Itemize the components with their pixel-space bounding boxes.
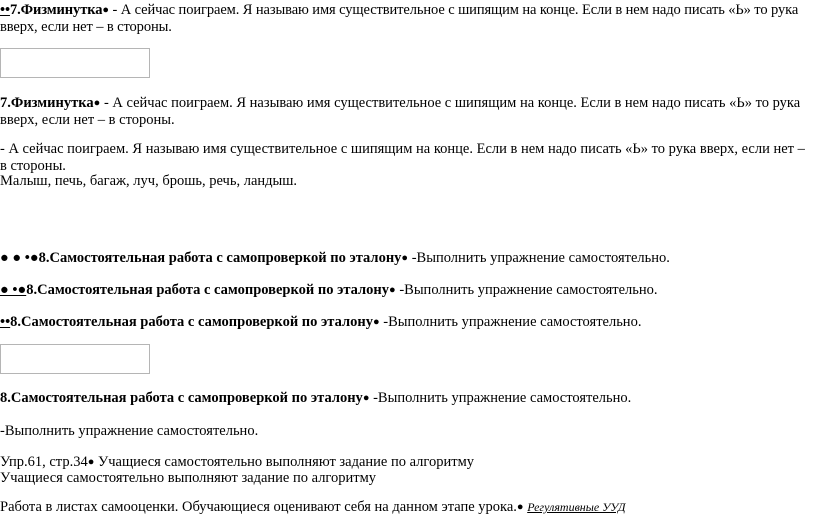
regulatory-uud-link[interactable]: Регулятивные УУД: [527, 500, 626, 514]
paragraph-game-instructions: - А сейчас поиграем. Я называю имя существительное с шипящим на конце. Если в нем надо писать «Ь» то рука вверх, если нет – в стороны.: [0, 141, 805, 174]
section-title: 8.Самостоятельная работа с самопроверкой по эталону: [0, 390, 363, 406]
exercise-reference: [0, 454, 814, 471]
word-list: Малыш, печь, багаж, луч, брошь, речь, ландыш.: [0, 173, 298, 189]
exercise-description: Учащиеся самостоятельно выполняют задание по алгоритму: [94, 454, 475, 470]
list-dots: ● •●: [0, 282, 27, 298]
section8-heading-3: [0, 314, 814, 331]
bullet-icon: ●: [389, 284, 396, 296]
bullet-icon: ●: [93, 97, 101, 109]
section8-heading-2: [0, 282, 814, 299]
paragraph-text: А сейчас поиграем. Я называю имя существительное с шипящим на конце. Если в нем надо писать «Ь» то рука вверх, если нет – в стороны.: [0, 2, 799, 35]
empty-text-field[interactable]: [0, 48, 150, 78]
section8-heading-1: [0, 250, 814, 267]
list-dots: ••: [0, 2, 10, 18]
section8-heading-4: [0, 390, 814, 407]
section-text: -Выполнить упражнение самостоятельно.: [395, 282, 658, 298]
section-title: 8.Самостоятельная работа с самопроверкой по эталону: [38, 250, 402, 266]
section-title: 8.Самостоятельная работа с самопроверкой по эталону: [26, 282, 390, 298]
list-dots: ••: [0, 314, 11, 330]
section-text: -Выполнить упражнение самостоятельно.: [369, 390, 632, 406]
bullet-icon: ●: [87, 456, 95, 468]
paragraph-fizminutka-1: ••7.Физминутка● - А сейчас поиграем. Я называю имя существительное с шипящим на конце. Если в нем надо писать «Ь» то рука вверх, если нет – в стороны.: [0, 2, 799, 35]
bullet-icon: ●: [102, 4, 109, 16]
bullet-icon: ●: [516, 501, 524, 513]
paragraph-fizminutka-2: 7.Физминутка● - А сейчас поиграем. Я называю имя существительное с шипящим на конце. Если в нем надо писать «Ь» то рука вверх, если нет – в стороны.: [0, 95, 801, 128]
exercise-instruction: -Выполнить упражнение самостоятельно.: [0, 423, 259, 439]
bullet-icon: ●: [372, 316, 380, 328]
empty-text-field[interactable]: [0, 344, 150, 374]
section-text: -Выполнить упражнение самостоятельно.: [379, 314, 642, 330]
exercise-description-repeat: Учащиеся самостоятельно выполняют задание по алгоритму: [0, 470, 377, 486]
section-title: 7.Физминутка: [9, 2, 103, 18]
section-title: 8.Самостоятельная работа с самопроверкой по эталону: [10, 314, 373, 330]
list-dots: ● ● •●: [0, 250, 39, 266]
bullet-icon: ●: [362, 392, 370, 404]
self-assessment-text: Работа в листах самооценки. Обучающиеся оценивают себя на данном этапе урока.: [0, 499, 517, 515]
section-text: -Выполнить упражнение самостоятельно.: [408, 250, 670, 266]
exercise-page: Упр.61, стр.34: [0, 454, 88, 470]
self-assessment-line: [0, 499, 814, 516]
bullet-icon: ●: [401, 252, 409, 264]
section-title: 7.Физминутка: [0, 95, 94, 111]
paragraph-text: А сейчас поиграем. Я называю имя существительное с шипящим на конце. Если в нем надо писать «Ь» то рука вверх, если нет – в стороны.: [0, 95, 801, 128]
